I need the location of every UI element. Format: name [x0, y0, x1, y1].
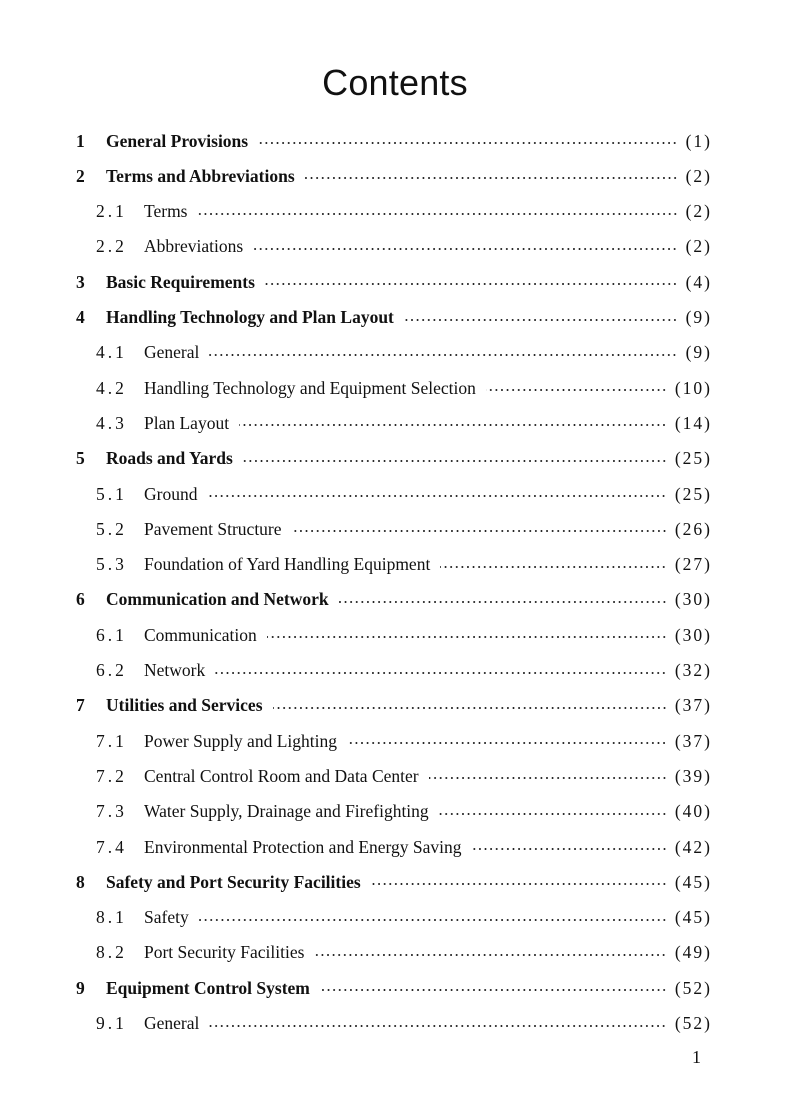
- dot-leader: [440, 566, 667, 568]
- toc-section-entry[interactable]: [96, 1007, 712, 1041]
- toc-entry-page: (2): [685, 201, 712, 222]
- toc-entry-number: 6.1: [96, 624, 127, 645]
- dot-leader: [292, 530, 667, 532]
- toc-entry-number: 2.2: [96, 236, 127, 257]
- dot-leader: [339, 601, 667, 603]
- toc-entry-number: 6: [76, 589, 88, 610]
- toc-section-entry[interactable]: [96, 406, 712, 440]
- toc-entry-title: Terms: [144, 201, 188, 222]
- toc-entry-number: 8: [76, 871, 88, 892]
- toc-entry-number: 5: [76, 448, 88, 469]
- toc-entry-title: Pavement Structure: [144, 518, 282, 539]
- toc-section-entry[interactable]: [96, 936, 712, 970]
- toc-entry-title: General Provisions: [106, 130, 249, 151]
- toc-entry-page: (2): [685, 236, 712, 257]
- toc-entry-number: 5.3: [96, 554, 127, 575]
- toc-section-entry[interactable]: [96, 477, 712, 511]
- toc-entry-title: Power Supply and Lighting: [144, 730, 337, 751]
- toc-entry-page: (1): [685, 130, 712, 151]
- toc-entry-page: (52): [674, 1013, 712, 1033]
- toc-entry-number: 7.2: [96, 765, 127, 786]
- toc-chapter-entry[interactable]: [76, 265, 712, 299]
- toc-entry-page: (4): [685, 271, 712, 292]
- toc-section-entry[interactable]: [96, 759, 712, 793]
- toc-section-entry[interactable]: [96, 901, 712, 935]
- toc-section-entry[interactable]: [96, 654, 712, 688]
- toc-section-entry[interactable]: [96, 830, 712, 864]
- toc-entry-page: (32): [674, 660, 712, 680]
- toc-entry-number: 4.3: [96, 412, 127, 433]
- toc-chapter-entry[interactable]: [76, 124, 712, 158]
- toc-entry-number: 2: [76, 165, 88, 186]
- toc-section-entry[interactable]: [96, 512, 712, 546]
- toc-entry-number: 7.4: [96, 836, 127, 857]
- toc-entry-page: (30): [674, 624, 712, 645]
- toc-entry-title: Communication and Network: [106, 589, 329, 610]
- toc-entry-number: 2.1: [96, 201, 127, 222]
- toc-section-entry[interactable]: [96, 795, 712, 829]
- toc-entry-title: Environmental Protection and Energy Saving: [144, 836, 462, 857]
- toc-section-entry[interactable]: [96, 724, 712, 758]
- toc-entry-number: 5.1: [96, 483, 127, 504]
- toc-entry-title: Abbreviations: [144, 236, 244, 257]
- dot-leader: [305, 177, 678, 179]
- toc-entry-number: 4.2: [96, 377, 127, 398]
- toc-entry-page: (30): [674, 589, 712, 610]
- toc-section-entry[interactable]: [96, 195, 712, 229]
- toc-entry-title: Handling Technology and Plan Layout: [106, 307, 394, 327]
- toc-chapter-entry[interactable]: [76, 689, 712, 723]
- toc-entry-page: (9): [685, 307, 712, 327]
- toc-entry-title: Water Supply, Drainage and Firefighting: [144, 801, 429, 822]
- toc-entry-title: Communication: [144, 624, 257, 645]
- toc-entry-title: General: [144, 1013, 200, 1033]
- toc-entry-title: General: [144, 342, 200, 363]
- toc-entry-title: Roads and Yards: [106, 448, 233, 469]
- toc-entry-page: (42): [674, 836, 712, 857]
- dot-leader: [472, 848, 667, 850]
- toc-chapter-entry[interactable]: [76, 865, 712, 899]
- toc-section-entry[interactable]: [96, 548, 712, 582]
- toc-entry-page: (2): [685, 165, 712, 186]
- dot-leader: [209, 1025, 666, 1027]
- toc-entry-page: (26): [674, 518, 712, 539]
- toc-entry-title: Basic Requirements: [106, 271, 255, 292]
- toc-entry-number: 4.1: [96, 342, 127, 363]
- toc-entry-number: 7.1: [96, 730, 127, 751]
- toc-entry-title: Handling Technology and Equipment Selection: [144, 377, 476, 398]
- dot-leader: [404, 319, 678, 321]
- toc-entry-page: (40): [674, 801, 712, 822]
- dot-leader: [429, 777, 667, 779]
- toc-entry-number: 7.3: [96, 801, 127, 822]
- toc-entry-number: 7: [76, 695, 88, 716]
- dot-leader: [371, 883, 667, 885]
- toc-entry-page: (27): [674, 554, 712, 575]
- toc-entry-number: 8.1: [96, 907, 127, 928]
- toc-entry-page: (39): [674, 765, 712, 786]
- toc-entry-page: (37): [674, 730, 712, 751]
- toc-entry-number: 6.2: [96, 660, 127, 680]
- toc-entry-page: (49): [674, 942, 712, 963]
- dot-leader: [439, 813, 667, 815]
- toc-entry-title: Port Security Facilities: [144, 942, 305, 963]
- toc-section-entry[interactable]: [96, 371, 712, 405]
- toc-entry-title: Equipment Control System: [106, 977, 310, 998]
- dot-leader: [198, 213, 678, 215]
- toc-entry-title: Central Control Room and Data Center: [144, 765, 419, 786]
- toc-chapter-entry[interactable]: [76, 583, 712, 617]
- dot-leader: [209, 354, 677, 356]
- toc-entry-number: 9.1: [96, 1013, 127, 1033]
- toc-entry-page: (52): [674, 977, 712, 998]
- dot-leader: [486, 389, 667, 391]
- toc-entry-number: 1: [76, 130, 88, 151]
- page-title: Contents: [322, 62, 468, 103]
- toc-entry-title: Safety and Port Security Facilities: [106, 871, 361, 892]
- dot-leader: [273, 707, 667, 709]
- toc-entry-title: Network: [144, 660, 206, 680]
- dot-leader: [215, 672, 667, 674]
- toc-chapter-entry[interactable]: [76, 442, 712, 476]
- dot-leader: [239, 424, 667, 426]
- dot-leader: [320, 989, 667, 991]
- toc-entry-title: Utilities and Services: [106, 695, 263, 716]
- toc-entry-number: 5.2: [96, 518, 127, 539]
- toc-entry-number: 9: [76, 977, 88, 998]
- toc-entry-page: (37): [674, 695, 712, 716]
- dot-leader: [347, 742, 667, 744]
- toc-entry-page: (10): [674, 377, 712, 398]
- toc-chapter-entry[interactable]: [76, 971, 712, 1005]
- dot-leader: [265, 283, 678, 285]
- page-number: 1: [692, 1047, 701, 1067]
- toc-entry-number: 4: [76, 307, 88, 327]
- toc-entry-page: (45): [674, 871, 712, 892]
- toc-chapter-entry[interactable]: [76, 301, 712, 335]
- toc-entry-title: Safety: [144, 907, 189, 928]
- toc-entry-page: (45): [674, 907, 712, 928]
- toc-entry-page: (9): [685, 342, 712, 363]
- toc-entry-number: 8.2: [96, 942, 127, 963]
- dot-leader: [314, 954, 666, 956]
- toc-entry-title: Ground: [144, 483, 198, 504]
- dot-leader: [207, 495, 666, 497]
- toc-section-entry[interactable]: [96, 618, 712, 652]
- toc-entry-number: 3: [76, 271, 88, 292]
- dot-leader: [199, 919, 667, 921]
- dot-leader: [243, 460, 667, 462]
- toc-chapter-entry[interactable]: [76, 159, 712, 193]
- dot-leader: [267, 636, 667, 638]
- toc-entry-page: (25): [674, 483, 712, 504]
- toc-section-entry[interactable]: [96, 230, 712, 264]
- dot-leader: [258, 142, 677, 144]
- toc-entry-title: Plan Layout: [144, 412, 230, 433]
- dot-leader: [253, 248, 677, 250]
- toc-entry-title: Terms and Abbreviations: [106, 165, 295, 186]
- toc-entry-page: (14): [674, 412, 712, 433]
- toc-section-entry[interactable]: [96, 336, 712, 370]
- toc-entry-title: Foundation of Yard Handling Equipment: [144, 554, 431, 575]
- toc-entry-page: (25): [674, 448, 712, 469]
